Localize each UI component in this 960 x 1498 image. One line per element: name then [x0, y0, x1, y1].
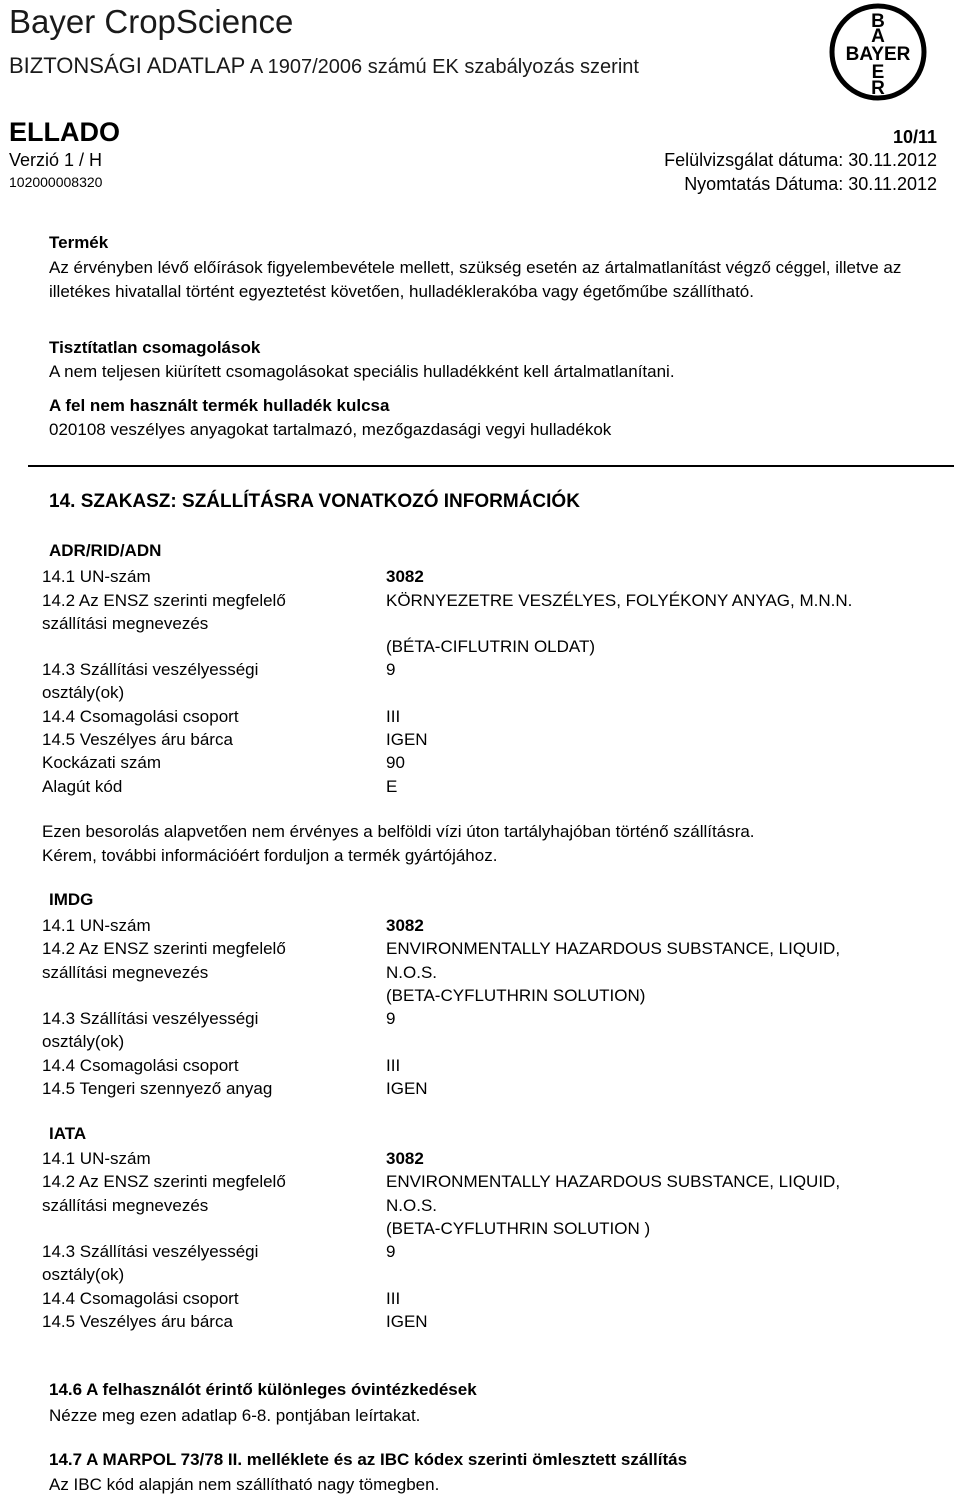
iata-class-label-1: 14.3 Szállítási veszélyességi: [42, 1242, 259, 1261]
print-date: Nyomtatás Dátuma: 30.11.2012: [684, 174, 937, 194]
imdg-un-label: 14.1 UN-szám: [42, 916, 151, 935]
logo-letter-a: A: [871, 26, 885, 47]
logo-letter-e: E: [871, 62, 885, 83]
adr-heading: ADR/RID/ADN: [49, 541, 162, 560]
imdg-pack-value: III: [386, 1056, 401, 1075]
adr-pack-value: III: [386, 707, 401, 726]
iata-name-value-1: ENVIRONMENTALLY HAZARDOUS SUBSTANCE, LIQUID,: [386, 1172, 841, 1191]
marpol-text: Az IBC kód alapján nem szállítható nagy tömegben.: [49, 1475, 440, 1494]
page-number: 10/11: [892, 127, 937, 147]
iata-hazard-label-value: IGEN: [386, 1312, 428, 1331]
adr-tunnel-value: E: [386, 777, 398, 796]
iata-pack-label: 14.4 Csomagolási csoport: [42, 1289, 239, 1308]
adr-name-label-2: szállítási megnevezés: [42, 614, 209, 633]
iata-pack-value: III: [386, 1289, 401, 1308]
document-type: [9, 53, 639, 79]
marpol-heading: 14.7 A MARPOL 73/78 II. melléklete és az IBC kódex szerinti ömlesztett szállítás: [49, 1450, 688, 1469]
doc-type-regulation: A 1907/2006 számú EK szabályozás szerint: [249, 56, 639, 78]
document-number: 102000008320: [9, 174, 103, 190]
imdg-name-label-1: 14.2 Az ENSZ szerinti megfelelő: [42, 939, 286, 958]
logo-letter-b: B: [871, 11, 885, 32]
iata-class-label-2: osztály(ok): [42, 1265, 125, 1284]
section-14-title: 14. SZAKASZ: SZÁLLÍTÁSRA VONATKOZÓ INFORMÁCIÓK: [49, 491, 580, 512]
imdg-marine-value: IGEN: [386, 1079, 428, 1098]
adr-note-2: Kérem, további információért forduljon a termék gyártójához.: [42, 846, 498, 865]
imdg-name-label-2: szállítási megnevezés: [42, 963, 209, 982]
imdg-class-value: 9: [386, 1009, 396, 1028]
imdg-class-label-1: 14.3 Szállítási veszélyességi: [42, 1009, 259, 1028]
iata-name-label-2: szállítási megnevezés: [42, 1196, 209, 1215]
adr-hazard-label-value: IGEN: [386, 730, 428, 749]
waste-key-text: 020108 veszélyes anyagokat tartalmazó, mezőgazdasági vegyi hulladékok: [49, 420, 612, 439]
version: Verzió 1 / H: [9, 150, 103, 170]
packaging-text: A nem teljesen kiürített csomagolásokat speciális hulladékként kell ártalmatlanítani.: [49, 362, 675, 381]
product-disposal-text: Az érvényben lévő előírások figyelembevétele mellett, szükség esetén az ártalmatlanítást végző céggel, illetve az illetékes hivatallal történt egyeztetést követően, hulladéklerakóba vagy égetőműbe szállítható.: [49, 258, 902, 301]
iata-un-value: 3082: [386, 1149, 424, 1168]
iata-heading: IATA: [49, 1124, 87, 1143]
adr-class-label-1: 14.3 Szállítási veszélyességi: [42, 660, 259, 679]
adr-tunnel-label: Alagút kód: [42, 777, 123, 796]
imdg-name-value-1: ENVIRONMENTALLY HAZARDOUS SUBSTANCE, LIQUID,: [386, 939, 841, 958]
adr-un-value: 3082: [386, 567, 424, 586]
iata-name-value-3: (BETA-CYFLUTHRIN SOLUTION ): [386, 1219, 651, 1238]
packaging-heading: Tisztítatlan csomagolások: [49, 338, 261, 357]
imdg-heading: IMDG: [49, 890, 94, 909]
imdg-un-value: 3082: [386, 916, 424, 935]
imdg-name-value-2: N.O.S.: [386, 963, 438, 982]
bayer-cross-logo: [828, 2, 928, 102]
product-heading: Termék: [49, 233, 109, 252]
product-name: ELLADO: [9, 117, 120, 147]
iata-class-value: 9: [386, 1242, 396, 1261]
company-name: Bayer CropScience: [9, 3, 294, 40]
imdg-name-value-3: (BETA-CYFLUTHRIN SOLUTION): [386, 986, 646, 1005]
adr-name-value-2: (BÉTA-CIFLUTRIN OLDAT): [386, 637, 596, 656]
iata-name-value-2: N.O.S.: [386, 1196, 438, 1215]
waste-key-heading: A fel nem használt termék hulladék kulcsa: [49, 396, 390, 415]
imdg-marine-label: 14.5 Tengeri szennyező anyag: [42, 1079, 273, 1098]
adr-un-label: 14.1 UN-szám: [42, 567, 151, 586]
special-precautions-heading: 14.6 A felhasználót érintő különleges óvintézkedések: [49, 1380, 477, 1399]
imdg-pack-label: 14.4 Csomagolási csoport: [42, 1056, 239, 1075]
iata-un-label: 14.1 UN-szám: [42, 1149, 151, 1168]
adr-hazard-number-label: Kockázati szám: [42, 753, 162, 772]
doc-type-main: BIZTONSÁGI ADATLAP: [9, 53, 246, 78]
adr-name-value-1: KÖRNYEZETRE VESZÉLYES, FOLYÉKONY ANYAG, M.N.N.: [386, 591, 853, 610]
adr-class-label-2: osztály(ok): [42, 683, 125, 702]
imdg-class-label-2: osztály(ok): [42, 1032, 125, 1051]
logo-middle-word: BAYER: [845, 44, 911, 65]
adr-hazard-label-label: 14.5 Veszélyes áru bárca: [42, 730, 233, 749]
logo-letter-r: R: [871, 78, 885, 99]
iata-hazard-label-label: 14.5 Veszélyes áru bárca: [42, 1312, 233, 1331]
special-precautions-text: Nézze meg ezen adatlap 6-8. pontjában leírtakat.: [49, 1406, 421, 1425]
revision-date: Felülvizsgálat dátuma: 30.11.2012: [664, 150, 937, 170]
section-divider: [28, 465, 954, 467]
adr-pack-label: 14.4 Csomagolási csoport: [42, 707, 239, 726]
adr-name-label-1: 14.2 Az ENSZ szerinti megfelelő: [42, 591, 286, 610]
adr-note-1: Ezen besorolás alapvetően nem érvényes a belföldi vízi úton tartályhajóban történő szállításra.: [42, 822, 755, 841]
iata-name-label-1: 14.2 Az ENSZ szerinti megfelelő: [42, 1172, 286, 1191]
adr-hazard-number-value: 90: [386, 753, 405, 772]
adr-class-value: 9: [386, 660, 396, 679]
